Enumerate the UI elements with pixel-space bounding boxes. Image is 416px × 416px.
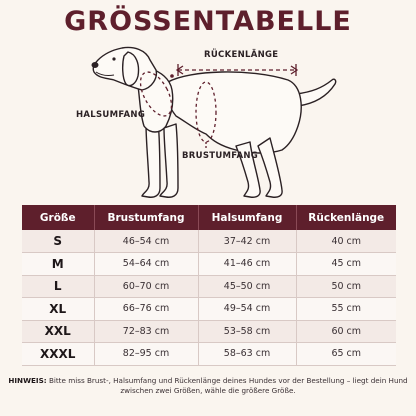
size-cell: XL bbox=[22, 298, 94, 321]
size-table bbox=[22, 205, 396, 366]
neck-cell: 58–63 cm bbox=[198, 343, 296, 366]
chest-cell: 54–64 cm bbox=[94, 253, 198, 276]
size-cell: M bbox=[22, 253, 94, 276]
size-cell: XXXL bbox=[22, 343, 94, 366]
back-cell: 50 cm bbox=[296, 275, 396, 298]
table-row bbox=[22, 275, 396, 298]
size-cell: XXL bbox=[22, 320, 94, 343]
neck-cell: 41–46 cm bbox=[198, 253, 296, 276]
size-cell: S bbox=[22, 230, 94, 253]
back-cell: 45 cm bbox=[296, 253, 396, 276]
neck-cell: 45–50 cm bbox=[198, 275, 296, 298]
chest-circumference-label: BRUSTUMFANG bbox=[182, 151, 259, 161]
header-size: Größe bbox=[22, 205, 94, 230]
chest-cell: 82–95 cm bbox=[94, 343, 198, 366]
chest-cell: 46–54 cm bbox=[94, 230, 198, 253]
header-neck: Halsumfang bbox=[198, 205, 296, 230]
hint-label: HINWEIS: bbox=[8, 376, 47, 385]
neck-cell: 37–42 cm bbox=[198, 230, 296, 253]
header-chest: Brustumfang bbox=[94, 205, 198, 230]
table-row bbox=[22, 230, 396, 253]
back-cell: 65 cm bbox=[296, 343, 396, 366]
back-length-label: RÜCKENLÄNGE bbox=[204, 50, 279, 60]
dog-nose bbox=[92, 62, 99, 68]
hint-text: Bitte miss Brust-, Halsumfang und Rückenlänge deines Hundes vor der Bestellung – liegt dein Hund zwischen zwei Größen, wähle die größere Größe. bbox=[48, 376, 408, 395]
neck-circumference-label: HALSUMFANG bbox=[76, 110, 146, 120]
back-cell: 55 cm bbox=[296, 298, 396, 321]
dog-eye bbox=[112, 57, 115, 60]
neck-cell: 53–58 cm bbox=[198, 320, 296, 343]
table-row bbox=[22, 253, 396, 276]
neck-cell: 49–54 cm bbox=[198, 298, 296, 321]
dog-front-leg-rear bbox=[160, 124, 178, 197]
size-cell: L bbox=[22, 275, 94, 298]
hint-note bbox=[8, 376, 408, 396]
table-row bbox=[22, 343, 396, 366]
chest-cell: 60–70 cm bbox=[94, 275, 198, 298]
chest-cell: 66–76 cm bbox=[94, 298, 198, 321]
chest-cell: 72–83 cm bbox=[94, 320, 198, 343]
header-back: Rückenlänge bbox=[296, 205, 396, 230]
back-cell: 60 cm bbox=[296, 320, 396, 343]
table-row bbox=[22, 320, 396, 343]
dog-measurement-illustration bbox=[0, 42, 416, 202]
dog-body bbox=[166, 72, 301, 153]
dog-tail bbox=[296, 79, 336, 106]
page-title: GRÖSSENTABELLE bbox=[64, 6, 352, 37]
table-row bbox=[22, 298, 396, 321]
back-cell: 40 cm bbox=[296, 230, 396, 253]
table-header-row bbox=[22, 205, 396, 230]
